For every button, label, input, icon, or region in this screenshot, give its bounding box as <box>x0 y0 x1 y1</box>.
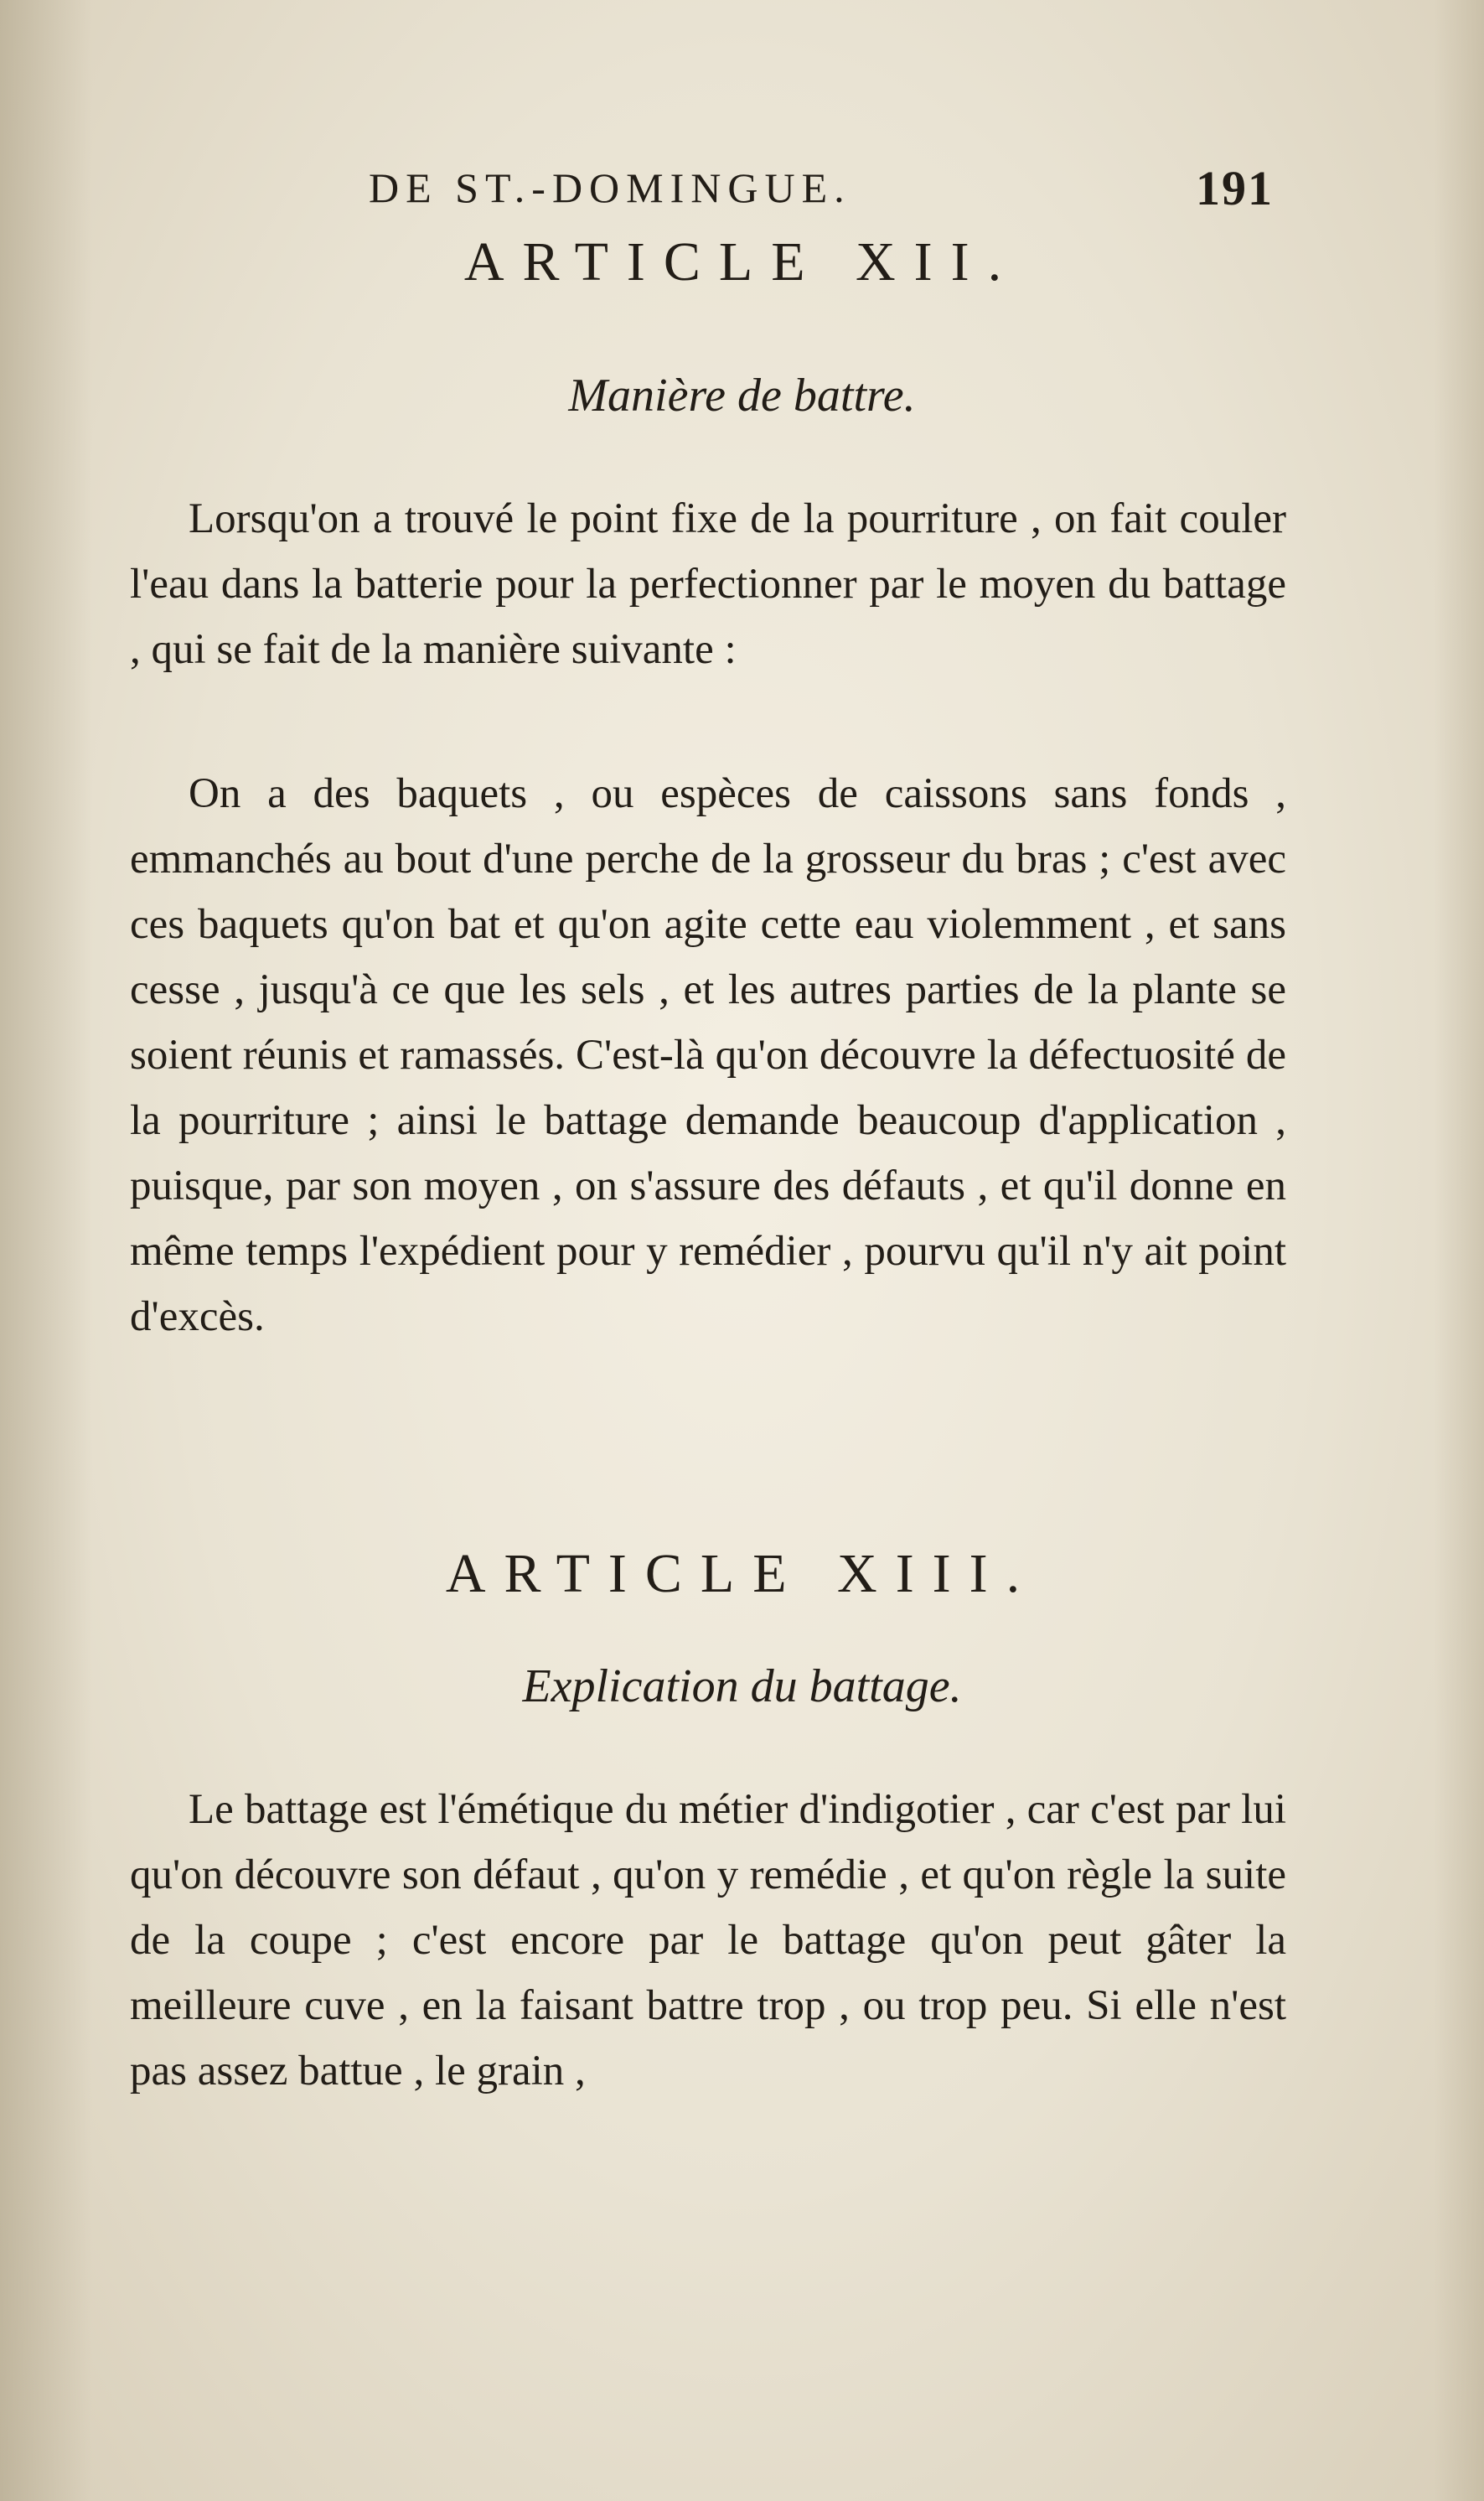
page-header <box>369 163 1274 222</box>
article-13-paragraph-1 <box>130 1777 1286 2104</box>
article-13-subtitle: Explication du battage. <box>522 1660 962 1712</box>
article-12-title: ARTICLE XII. <box>463 231 1021 293</box>
paragraph-text: Lorsqu'on a trouvé le point fixe de la pourriture , on fait couler l'eau dans la batterie pour la perfectionner par le moyen du battage , qui se fait de la manière suivante : <box>130 495 1286 673</box>
running-head: DE ST.-DOMINGUE. <box>369 164 851 211</box>
paragraph-text: On a des baquets , ou espèces de caissons sans fonds , emmanchés au bout d'une perche de la grosseur du bras ; c'est avec ces baquets qu'on bat et qu'on agite cette eau violemment , et sans cesse , jusqu'à ce que les sels , et les autres parties de la plante se soient réunis et ramassés. C'est-là qu'on découvre la défectuosité de la pourriture ; ainsi le battage demande beaucoup d'application , puisque, par son moyen , on s'assure des défauts , et qu'il donne en même temps l'expédient pour y remédier , pourvu qu'il n'y ait point d'excès. <box>130 770 1286 1340</box>
article-12-paragraph-2 <box>130 761 1286 1349</box>
article-13-title: ARTICLE XIII. <box>445 1543 1039 1604</box>
paragraph-text: Le battage est l'émétique du métier d'indigotier , car c'est par lui qu'on découvre son défaut , qu'on y remédie , et qu'on règle la suite de la coupe ; c'est encore par le battage qu'on peut gâter la meilleure cuve , en la faisant battre trop , ou trop peu. Si elle n'est pas assez battue , le grain , <box>130 1786 1286 2095</box>
article-12-paragraph-1 <box>130 486 1286 682</box>
article-12-subtitle: Manière de battre. <box>568 370 916 422</box>
page-number: 191 <box>1196 161 1274 215</box>
